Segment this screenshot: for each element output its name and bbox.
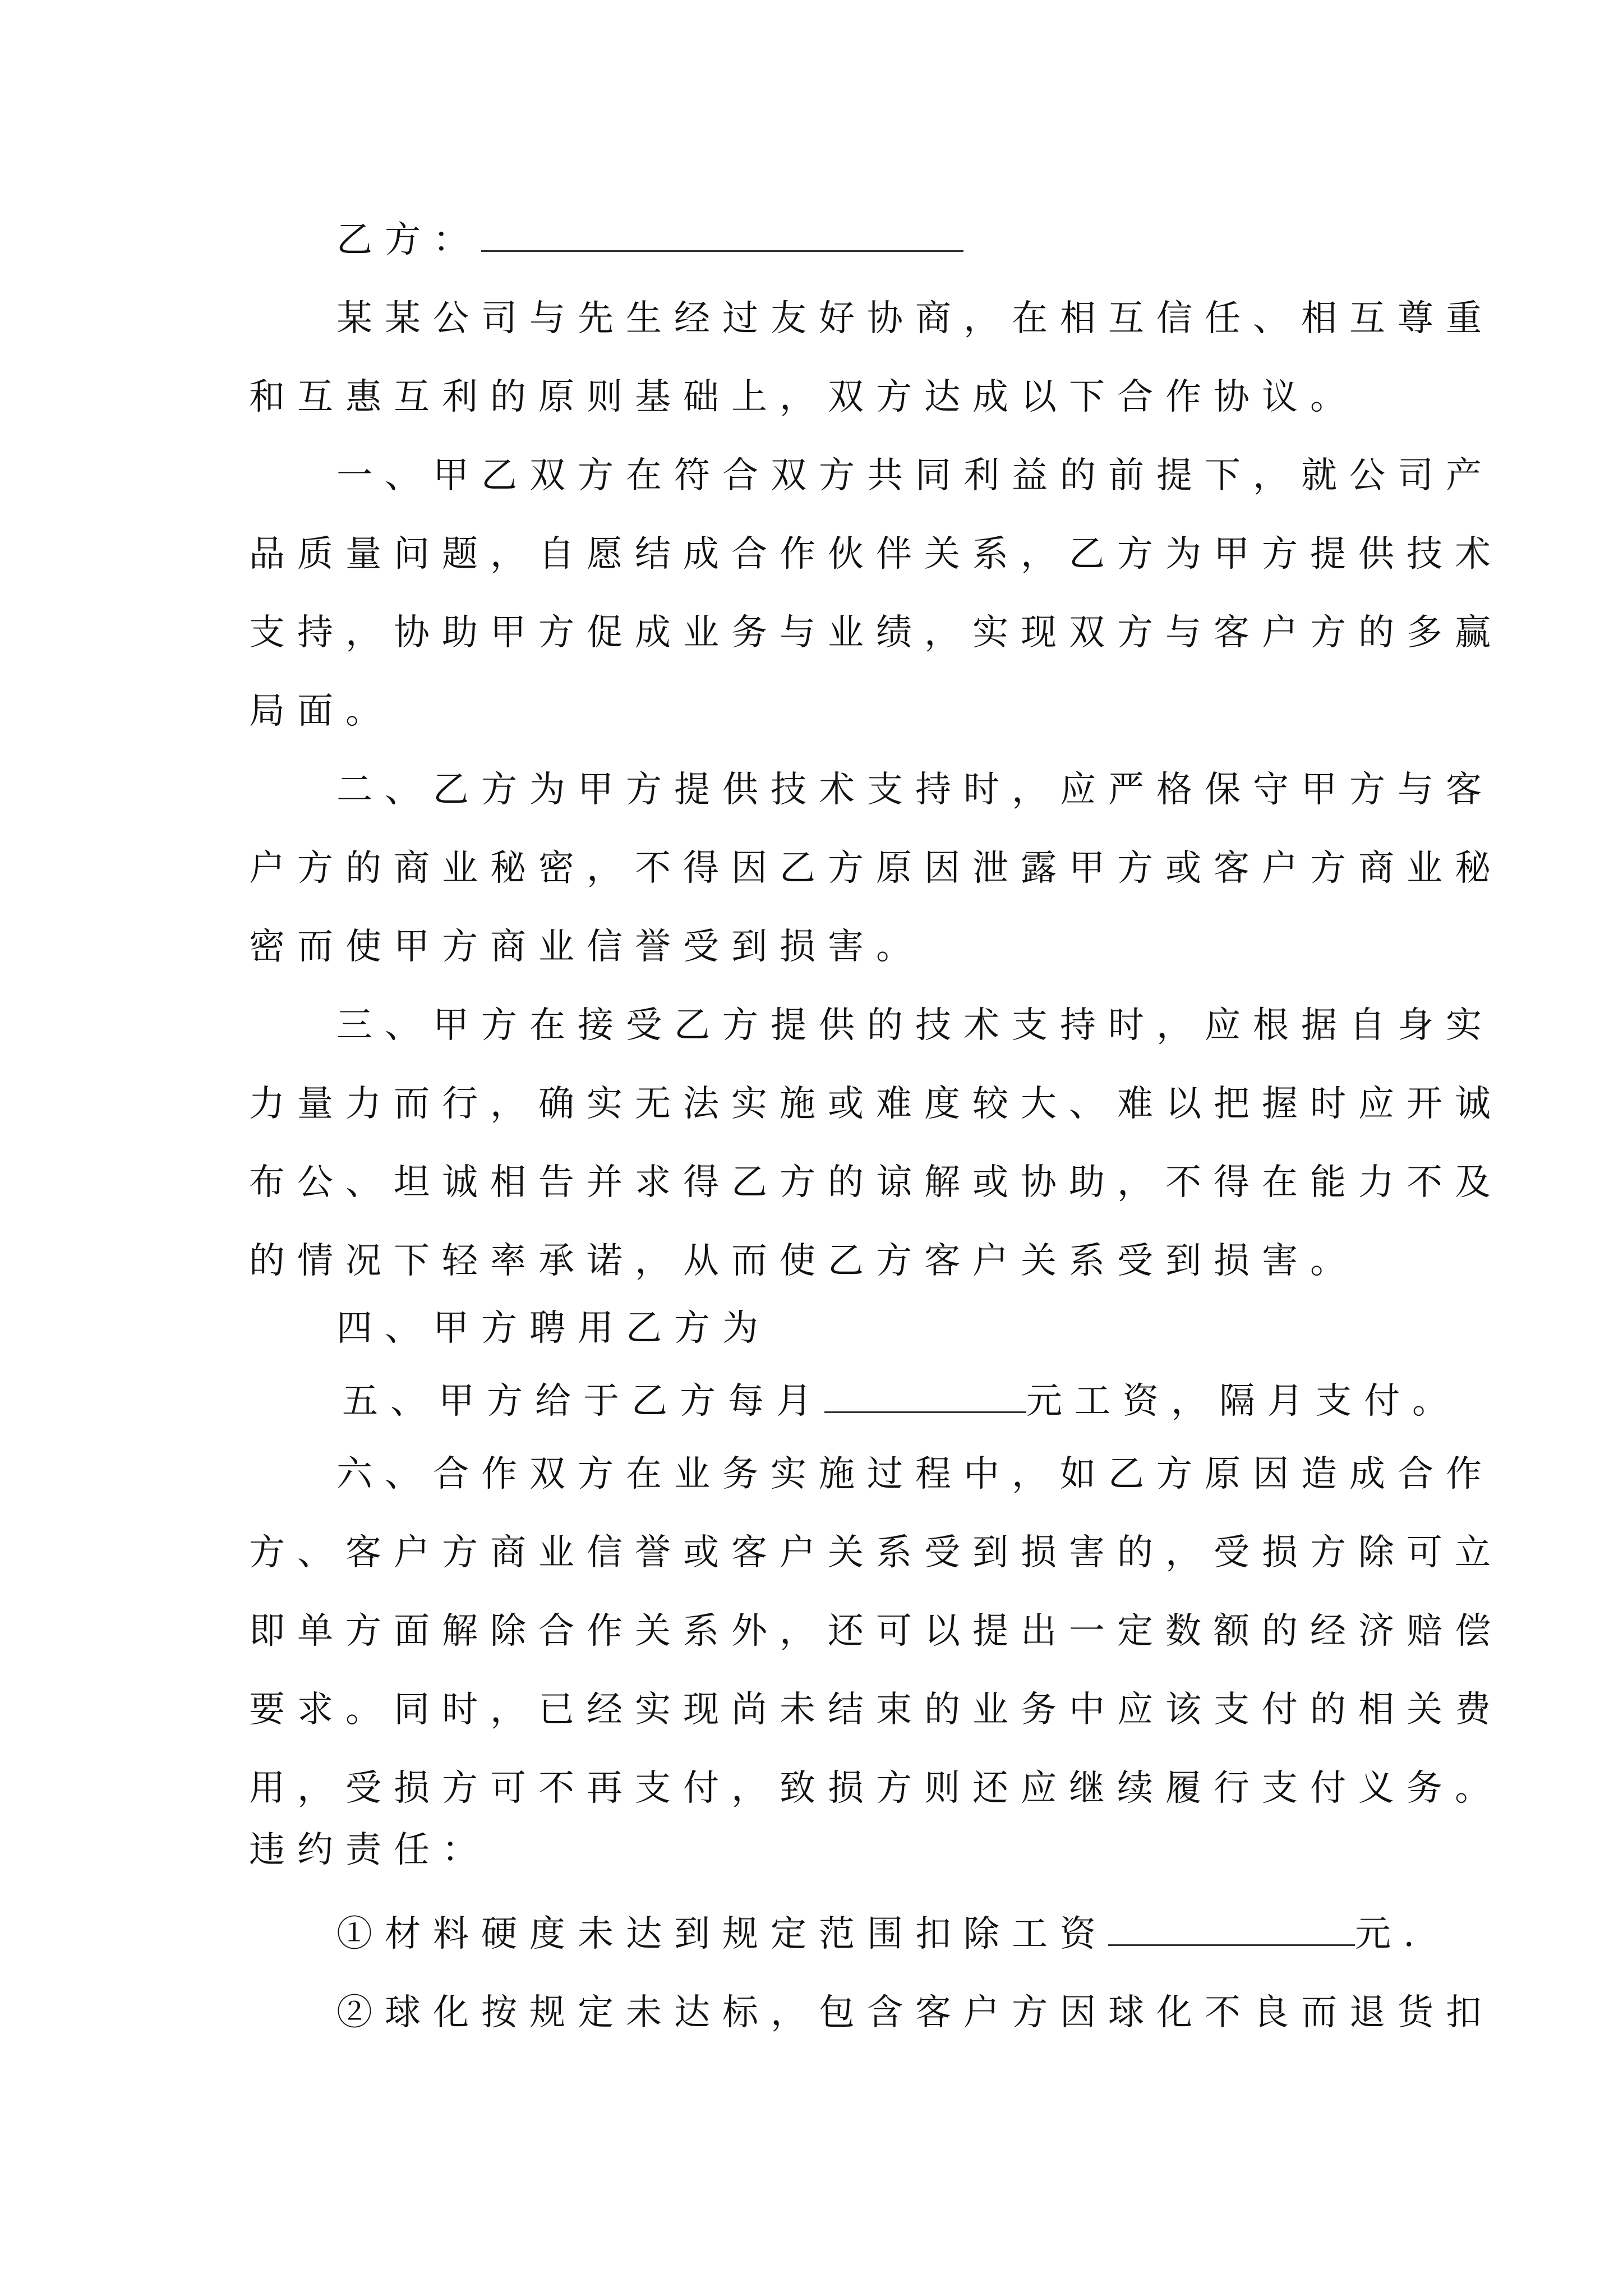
clause2-line-1: 二、乙方为甲方提供技术支持时，应严格保守甲方与客 [336, 769, 1494, 811]
clause6-line-4: 要求。同时，已经实现尚未结束的业务中应该支付的相关费 [249, 1689, 1503, 1731]
party-b-line [336, 213, 963, 267]
liability-item-2: ②球化按规定未达标，包含客户方因球化不良而退货扣 [336, 1992, 1494, 2033]
clause6-line-1: 六、合作双方在业务实施过程中，如乙方原因造成合作 [336, 1453, 1494, 1495]
clause2-line-2: 户方的商业秘密，不得因乙方原因泄露甲方或客户方商业秘 [249, 848, 1503, 889]
item1-suffix: 元. [1355, 1913, 1427, 1955]
clause4-line: 四、甲方聘用乙方为 [336, 1308, 771, 1349]
clause5-line [342, 1374, 1460, 1428]
clause1-line-1: 一、甲乙双方在符合双方共同利益的前提下，就公司产 [336, 455, 1494, 496]
clause6-line-2: 方、客户方商业信誉或客户关系受到损害的，受损方除可立 [249, 1532, 1503, 1573]
intro-line-1: 某某公司与先生经过友好协商，在相互信任、相互尊重 [336, 298, 1494, 339]
liability-item-1 [336, 1907, 1427, 1961]
clause5-suffix: 元工资，隔月支付。 [1026, 1381, 1460, 1422]
party-b-blank [481, 217, 963, 252]
clause3-line-3: 布公、坦诚相告并求得乙方的谅解或协助，不得在能力不及 [249, 1162, 1503, 1203]
deduction-blank [1108, 1911, 1355, 1946]
item1-prefix: ①材料硬度未达到规定范围扣除工资 [336, 1913, 1108, 1955]
clause3-line-4: 的情况下轻率承诺，从而使乙方客户关系受到损害。 [249, 1240, 1358, 1282]
clause3-line-2: 力量力而行，确实无法实施或难度较大、难以把握时应开诚 [249, 1083, 1503, 1125]
clause6-line-3: 即单方面解除合作关系外，还可以提出一定数额的经济赔偿 [249, 1611, 1503, 1652]
clause1-line-4: 局面。 [249, 691, 394, 732]
clause3-line-1: 三、甲方在接受乙方提供的技术支持时，应根据自身实 [336, 1005, 1494, 1046]
clause2-line-3: 密而使甲方商业信誉受到损害。 [249, 926, 924, 968]
intro-line-2: 和互惠互利的原则基础上，双方达成以下合作协议。 [249, 376, 1358, 418]
party-b-label: 乙方： [336, 219, 481, 261]
clause1-line-2: 品质量问题，自愿结成合作伙伴关系，乙方为甲方提供技术 [249, 533, 1503, 575]
liability-title: 违约责任： [249, 1829, 490, 1871]
clause5-prefix: 五、甲方给于乙方每月 [342, 1381, 824, 1422]
clause1-line-3: 支持，协助甲方促成业务与业绩，实现双方与客户方的多赢 [249, 612, 1503, 654]
clause6-line-5: 用，受损方可不再支付，致损方则还应继续履行支付义务。 [249, 1768, 1503, 1809]
salary-blank [824, 1378, 1026, 1413]
